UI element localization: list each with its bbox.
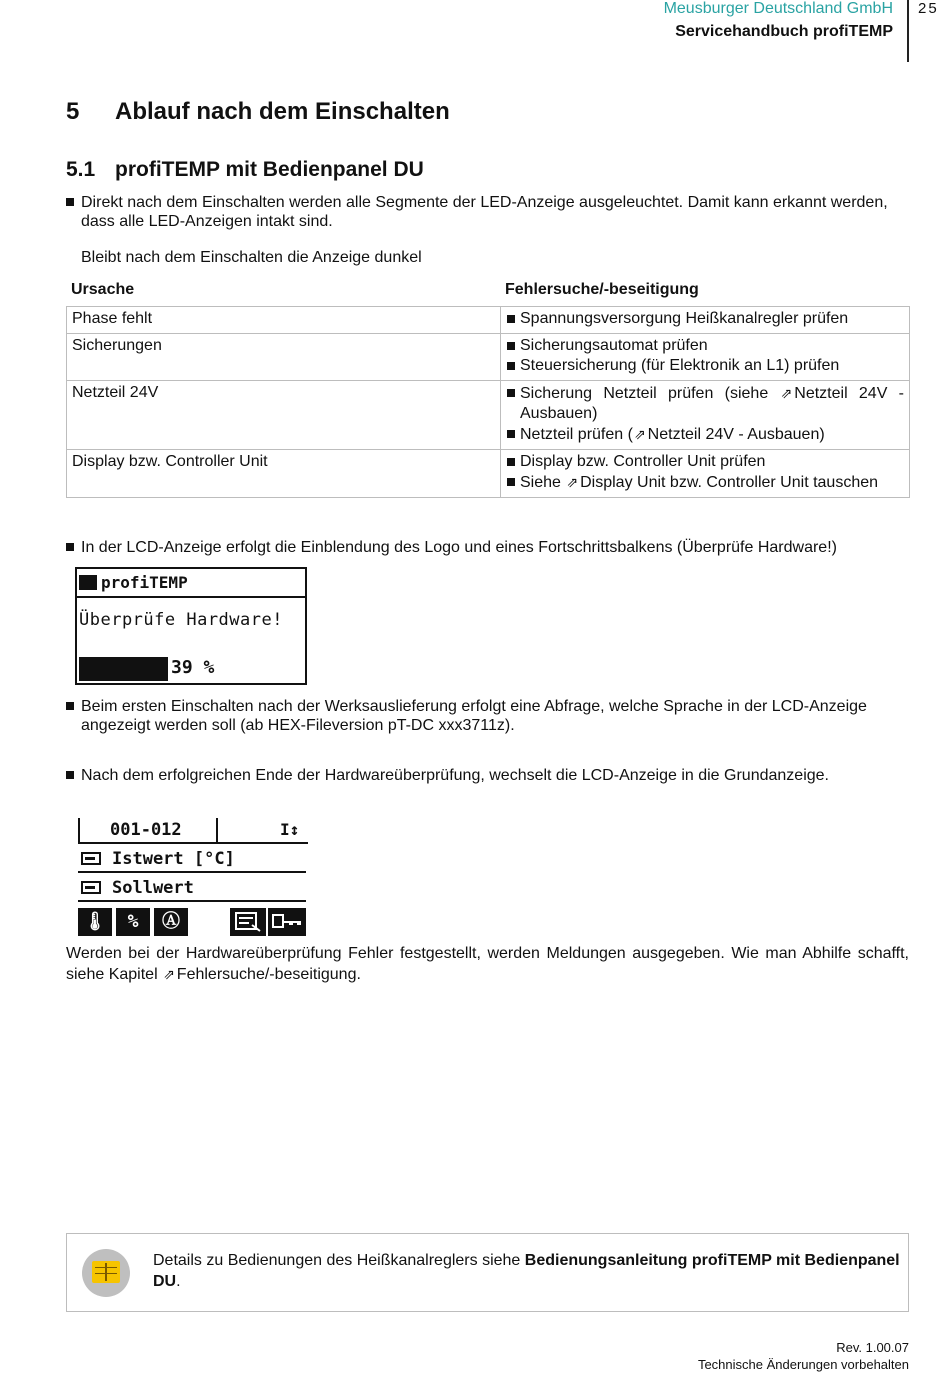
section-heading xyxy=(66,98,450,126)
fix-item: Sicherungsautomat prüfen xyxy=(506,336,904,356)
cross-reference-arrow-icon: ⇗ xyxy=(780,385,793,401)
lcd-logo-block-icon xyxy=(79,575,97,590)
paragraph-text: . xyxy=(356,966,361,983)
company-name: Meusburger Deutschland GmbH xyxy=(663,0,893,17)
header-divider xyxy=(907,0,909,62)
section-number: 5 xyxy=(66,98,80,125)
scroll-indicator-icon: I↕ xyxy=(280,820,300,839)
cross-reference-link[interactable]: Netzteil 24V - Ausbauen xyxy=(647,426,820,443)
progress-bar xyxy=(79,657,168,681)
cross-reference-arrow-icon: ⇗ xyxy=(633,426,646,442)
fix-item xyxy=(506,383,904,424)
zone-range: 001-012 xyxy=(110,820,182,840)
fix-text: Netzteil prüfen ( xyxy=(520,426,633,443)
cross-reference-arrow-icon: ⇗ xyxy=(566,474,579,490)
subsection-number: 5.1 xyxy=(66,158,96,181)
subsection-title: profiTEMP mit Bedienpanel DU xyxy=(115,158,424,181)
cross-reference-link[interactable]: Netzteil 24V - Ausbauen xyxy=(520,385,905,422)
page-number: 25 xyxy=(918,0,939,17)
empty-softkey xyxy=(192,908,226,936)
revision: Rev. 1.00.07 xyxy=(836,1340,909,1355)
display-icon xyxy=(230,908,266,936)
cause-cell: Phase fehlt xyxy=(67,307,501,334)
bullet-led-segments xyxy=(66,193,909,231)
note-bold-reference: Bedienungsanleitung profiTEMP mit Bedienpanel DU xyxy=(153,1252,900,1290)
fault-table xyxy=(66,306,910,498)
lcd-zone-row xyxy=(78,818,308,844)
table-row xyxy=(67,381,910,450)
section-title: Ablauf nach dem Einschalten xyxy=(115,98,450,125)
bullet-square-icon xyxy=(66,543,74,551)
bullet-text: Nach dem erfolgreichen Ende der Hardwareüberprüfung, wechselt die LCD-Anzeige in die Grundanzeige. xyxy=(81,767,829,784)
fix-item: Display bzw. Controller Unit prüfen xyxy=(506,452,904,472)
fix-item xyxy=(506,424,904,445)
cross-reference-link[interactable]: Fehlersuche/-beseitigung xyxy=(176,966,357,983)
lcd-title-bar xyxy=(77,572,305,598)
bullet-text: Beim ersten Einschalten nach der Werksauslieferung erfolgt eine Abfrage, welche Sprache in der LCD-Anzeige angezeigt werden soll (ab HEX-Fileversion pT-DC xxx3711z). xyxy=(81,698,867,734)
table-header-fix: Fehlersuche/-beseitigung xyxy=(505,281,699,298)
setpoint-icon xyxy=(81,881,101,894)
manual-title: Servicehandbuch profiTEMP xyxy=(675,23,893,40)
lcd-separator xyxy=(216,818,218,844)
fix-item: Steuersicherung (für Elektronik an L1) prüfen xyxy=(506,356,904,376)
lcd-title: profiTEMP xyxy=(101,573,188,592)
paragraph-text: Werden bei der Hardwareüberprüfung Fehler festgestellt, werden Meldungen ausgegeben. Wie man Abhilfe schafft, siehe Kapitel xyxy=(66,945,909,983)
fix-item xyxy=(506,472,904,493)
table-row xyxy=(67,307,910,334)
cross-reference-link[interactable]: Display Unit bzw. Controller Unit tauschen xyxy=(580,474,879,491)
thermometer-icon: 🌡 xyxy=(78,908,112,936)
cause-cell: Display bzw. Controller Unit xyxy=(67,450,501,498)
bullet-text: Direkt nach dem Einschalten werden alle Segmente der LED-Anzeige ausgeleuchtet. Damit kann erkannt werden, dass alle LED-Anzeigen intakt sind. xyxy=(81,194,888,230)
fix-text: ) xyxy=(819,426,825,443)
cross-reference-arrow-icon: ⇗ xyxy=(163,966,175,982)
fix-cell xyxy=(501,307,910,334)
lcd-message: Überprüfe Hardware! xyxy=(79,610,283,630)
fix-cell xyxy=(501,334,910,381)
bullet-square-icon xyxy=(66,771,74,779)
progress-text: 39 % xyxy=(171,657,215,678)
fix-text: ) xyxy=(592,405,598,422)
table-row xyxy=(67,450,910,498)
manual-book-icon xyxy=(82,1249,130,1297)
table-row xyxy=(67,334,910,381)
bullet-square-icon xyxy=(66,702,74,710)
lcd-actual-row xyxy=(78,846,306,873)
fix-text: Sicherung Netzteil prüfen (siehe xyxy=(520,385,780,402)
setpoint-label: Sollwert xyxy=(112,878,194,898)
bullet-lcd-logo xyxy=(66,538,909,557)
lcd-hardware-check-screen xyxy=(75,567,307,685)
hardware-error-paragraph xyxy=(66,943,909,985)
actual-value-icon xyxy=(81,852,101,865)
cause-cell: Sicherungen xyxy=(67,334,501,381)
note-text xyxy=(153,1250,905,1292)
key-icon xyxy=(268,908,306,936)
bullet-base-display xyxy=(66,766,909,785)
info-note-box xyxy=(66,1233,909,1312)
table-header-cause: Ursache xyxy=(71,281,135,298)
lcd-setpoint-row xyxy=(78,875,306,902)
note-plain-text: Details zu Bedienungen des Heißkanalreglers siehe xyxy=(153,1252,525,1269)
bullet-square-icon xyxy=(66,198,74,206)
lcd-base-display-screen xyxy=(78,818,306,938)
fix-text: Siehe xyxy=(520,474,566,491)
note-plain-text: . xyxy=(176,1273,181,1290)
disclaimer: Technische Änderungen vorbehalten xyxy=(697,1357,909,1372)
fix-cell xyxy=(501,450,910,498)
cause-cell: Netzteil 24V xyxy=(67,381,501,450)
fix-cell xyxy=(501,381,910,450)
percent-icon: % xyxy=(116,908,150,936)
bullet-language-query xyxy=(66,697,909,735)
subsection-heading xyxy=(66,158,424,182)
bullet-text: In der LCD-Anzeige erfolgt die Einblendung des Logo und eines Fortschrittsbalkens (Überprüfe Hardware!) xyxy=(81,539,837,556)
dark-display-heading: Bleibt nach dem Einschalten die Anzeige dunkel xyxy=(81,249,422,266)
fix-item: Spannungsversorgung Heißkanalregler prüfen xyxy=(506,309,904,329)
actual-value-label: Istwert [°C] xyxy=(112,849,235,869)
a-icon: Ⓐ xyxy=(154,908,188,936)
